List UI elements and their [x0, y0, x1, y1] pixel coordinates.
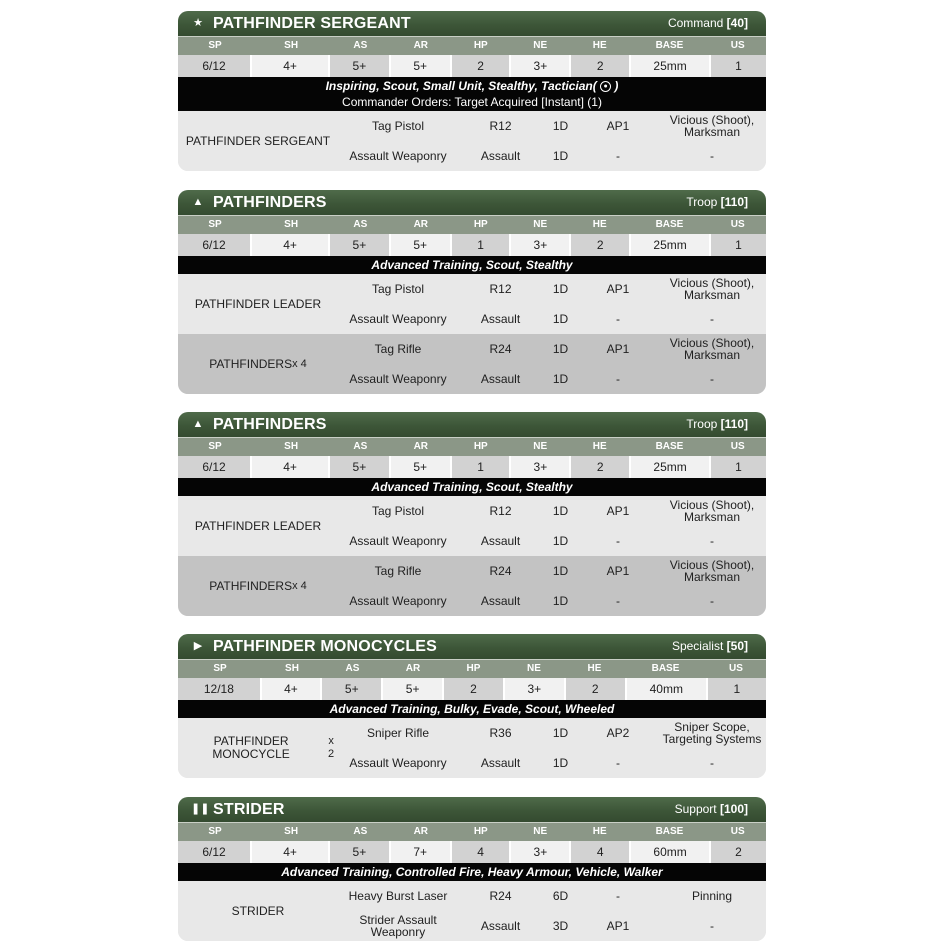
special-rules — [178, 700, 766, 718]
weapon-ap: AP1 — [606, 282, 630, 296]
stat-value: 2 — [571, 234, 631, 256]
stat-value: 5+ — [391, 234, 452, 256]
weapon-damage: 1D — [552, 504, 569, 518]
stat-header-us: US — [729, 663, 743, 674]
stat-value: 1 — [735, 59, 742, 73]
weapon-damage: 1D — [552, 594, 569, 608]
stat-header-row — [178, 659, 766, 678]
weapon-range: Assault — [480, 149, 521, 163]
stat-value: 25mm — [631, 456, 711, 478]
unit-row — [178, 111, 766, 171]
points-cost: [40] — [726, 16, 748, 30]
unit-row — [178, 718, 766, 778]
stat-value: 6/12 — [178, 456, 252, 478]
weapon-ap: AP2 — [606, 726, 630, 740]
weapon-name: Tag Rifle — [374, 342, 422, 356]
weapon-list — [338, 718, 766, 778]
weapon-name: Assault Weaponry — [349, 149, 447, 163]
stat-value: 2 — [452, 55, 512, 77]
stat-header-as: AS — [353, 826, 368, 837]
weapon-special: - — [710, 372, 714, 386]
stat-header-sp: SP — [208, 826, 222, 837]
stat-value: 3+ — [505, 678, 565, 700]
stat-header-ar: AR — [413, 40, 429, 51]
stat-value: 4 — [571, 841, 631, 863]
weapon-special: Vicious (Shoot), Marksman — [669, 336, 755, 362]
card-header — [178, 412, 766, 437]
unit-row — [178, 334, 766, 394]
stat-value: 2 — [566, 678, 627, 700]
stat-value: 5+ — [330, 55, 391, 77]
weapon-damage: 6D — [552, 889, 569, 903]
stat-header-as: AS — [345, 663, 360, 674]
stat-header-ne: NE — [533, 826, 548, 837]
weapon-ap: - — [616, 594, 620, 608]
unit-name — [178, 334, 338, 394]
weapon-special: Vicious (Shoot), Marksman — [669, 113, 755, 139]
stat-value: 60mm — [631, 841, 711, 863]
stat-value: 1 — [452, 456, 512, 478]
stat-header-us: US — [730, 40, 745, 51]
stat-header-row — [178, 822, 766, 841]
weapon-ap: AP1 — [606, 919, 630, 933]
stat-header-base: BASE — [655, 441, 684, 452]
weapon-name: Assault Weaponry — [349, 534, 447, 548]
stat-header-sp: SP — [213, 663, 227, 674]
weapon-name: Tag Pistol — [371, 504, 425, 518]
stat-value: 4+ — [252, 456, 330, 478]
special-rules-text: Inspiring, Scout, Small Unit, Stealthy, Tactician( — [325, 79, 597, 93]
points-cost: [100] — [719, 802, 748, 816]
card-role — [686, 195, 748, 209]
stat-header-sh: SH — [284, 40, 299, 51]
stat-value: 5+ — [391, 456, 452, 478]
card-header — [178, 634, 766, 659]
unit-name-text: PATHFINDER LEADER — [194, 296, 322, 311]
weapon-special: - — [710, 149, 714, 163]
unit-name-text: PATHFINDER SERGEANT — [185, 133, 331, 148]
stat-value: 3+ — [511, 841, 571, 863]
stat-header-base: BASE — [651, 663, 680, 674]
weapon-damage: 1D — [552, 282, 569, 296]
stat-value: 1 — [733, 682, 741, 696]
stat-header-as: AS — [353, 40, 368, 51]
stat-header-hp: HP — [473, 40, 488, 51]
stat-header-ne: NE — [533, 219, 548, 230]
unit-name — [178, 718, 338, 778]
weapon-row — [338, 364, 766, 394]
weapon-damage: 1D — [552, 312, 569, 326]
weapon-range: Assault — [480, 534, 521, 548]
stat-value: 4+ — [252, 841, 330, 863]
special-rules-text: Advanced Training, Scout, Stealthy — [371, 258, 573, 272]
unit-name — [178, 496, 338, 556]
weapon-row — [338, 911, 766, 941]
points-cost: [110] — [720, 417, 748, 431]
role-label: Troop — [686, 195, 718, 209]
stat-value: 3+ — [511, 234, 571, 256]
weapon-damage: 1D — [552, 149, 569, 163]
stat-header-sp: SP — [208, 441, 222, 452]
unit-name-text: PATHFINDERS — [209, 578, 293, 593]
tactician-icon: ● — [600, 81, 611, 92]
stat-header-us: US — [730, 826, 745, 837]
weapon-special: - — [710, 534, 714, 548]
stat-header-ne: NE — [533, 40, 548, 51]
stat-header-ar: AR — [413, 441, 429, 452]
unit-name — [178, 881, 338, 941]
stat-value: 4+ — [252, 234, 330, 256]
weapon-name: Tag Pistol — [371, 119, 425, 133]
unit-card — [178, 190, 766, 394]
unit-multiplier: x 4 — [292, 579, 307, 592]
card-header — [178, 797, 766, 822]
weapon-damage: 1D — [552, 372, 569, 386]
stat-header-ne: NE — [533, 441, 548, 452]
weapon-ap: AP1 — [606, 504, 630, 518]
weapon-special: Sniper Scope, Targeting Systems — [662, 720, 762, 746]
card-role — [672, 639, 748, 653]
weapon-range: Assault — [480, 372, 521, 386]
card-header — [178, 190, 766, 215]
weapon-ap: - — [616, 756, 620, 770]
stat-value: 7+ — [391, 841, 452, 863]
stat-value: 5+ — [330, 234, 391, 256]
weapon-ap: AP1 — [606, 342, 630, 356]
weapon-list — [338, 274, 766, 334]
stat-header-us: US — [730, 441, 745, 452]
points-cost: [50] — [726, 639, 748, 653]
weapon-range: Assault — [480, 756, 521, 770]
weapon-name: Assault Weaponry — [349, 312, 447, 326]
stat-value-row — [178, 456, 766, 478]
weapon-ap: - — [616, 312, 620, 326]
weapon-ap: - — [616, 372, 620, 386]
weapon-damage: 3D — [552, 919, 569, 933]
arrow-up-icon: ▲ — [192, 418, 204, 430]
weapon-list — [338, 556, 766, 616]
weapon-damage: 1D — [552, 726, 569, 740]
weapon-row — [338, 748, 766, 778]
special-rules-tail: ) — [614, 79, 619, 93]
stat-value-row — [178, 841, 766, 863]
weapon-damage: 1D — [552, 564, 569, 578]
stat-value: 4+ — [262, 678, 322, 700]
stat-value: 2 — [444, 678, 505, 700]
stat-header-base: BASE — [655, 40, 684, 51]
role-label: Specialist — [671, 639, 724, 653]
star-icon: ★ — [193, 17, 203, 29]
commander-orders: Commander Orders: Target Acquired [Instant] (1) — [342, 95, 602, 109]
stat-value: 5+ — [322, 678, 383, 700]
stat-header-he: HE — [592, 40, 607, 51]
weapon-list — [338, 881, 766, 941]
weapon-range: Assault — [480, 312, 521, 326]
stat-header-ar: AR — [405, 663, 421, 674]
stat-header-sh: SH — [284, 441, 299, 452]
unit-card — [178, 634, 766, 778]
stat-value: 6/12 — [178, 841, 252, 863]
weapon-range: Assault — [480, 919, 521, 933]
stat-value: 3+ — [511, 55, 571, 77]
weapon-range: R36 — [489, 726, 512, 740]
arrow-right-icon: ▶ — [193, 640, 203, 652]
weapon-row — [338, 526, 766, 556]
weapon-special: - — [710, 594, 714, 608]
weapon-list — [338, 111, 766, 171]
stat-header-he: HE — [587, 663, 602, 674]
stat-value: 6/12 — [178, 234, 252, 256]
weapon-damage: 1D — [552, 342, 569, 356]
card-title: PATHFINDER MONOCYCLES — [213, 637, 438, 655]
weapon-row — [338, 141, 766, 171]
stat-header-sh: SH — [284, 826, 299, 837]
stat-header-sh: SH — [284, 219, 299, 230]
stat-header-ne: NE — [527, 663, 541, 674]
weapon-range: R24 — [489, 342, 512, 356]
stat-value: 4+ — [252, 55, 330, 77]
unit-row — [178, 274, 766, 334]
unit-name — [178, 274, 338, 334]
stat-value: 3+ — [511, 456, 571, 478]
card-title: STRIDER — [213, 800, 285, 818]
stat-value-row — [178, 678, 766, 700]
stat-header-he: HE — [592, 826, 607, 837]
stat-value: 25mm — [631, 234, 711, 256]
stat-header-hp: HP — [473, 219, 488, 230]
weapon-special: - — [710, 312, 714, 326]
unit-name-text: STRIDER — [231, 903, 285, 918]
weapon-row — [338, 274, 766, 304]
role-label: Support — [674, 802, 717, 816]
weapon-name: Tag Rifle — [374, 564, 422, 578]
stat-value: 6/12 — [178, 55, 252, 77]
special-rules — [178, 863, 766, 881]
weapon-row — [338, 718, 766, 748]
stat-value: 5+ — [391, 55, 452, 77]
stat-value: 25mm — [631, 55, 711, 77]
weapon-ap: - — [616, 889, 620, 903]
weapon-damage: 1D — [552, 756, 569, 770]
weapon-range: R12 — [489, 282, 512, 296]
card-title: PATHFINDERS — [213, 193, 327, 211]
stat-header-base: BASE — [655, 826, 684, 837]
stat-header-as: AS — [353, 441, 368, 452]
arrow-up-icon: ▲ — [192, 196, 204, 208]
stat-header-row — [178, 437, 766, 456]
stat-header-hp: HP — [473, 441, 488, 452]
unit-card — [178, 412, 766, 616]
special-rules-text: Advanced Training, Scout, Stealthy — [371, 480, 573, 494]
unit-multiplier: x 2 — [328, 735, 335, 760]
unit-name-text: PATHFINDERS — [209, 356, 293, 371]
stat-header-hp: HP — [466, 663, 481, 674]
stat-header-he: HE — [592, 219, 607, 230]
unit-name — [178, 556, 338, 616]
stat-value-row — [178, 234, 766, 256]
stat-value: 2 — [571, 55, 631, 77]
unit-row — [178, 556, 766, 616]
weapon-special: Vicious (Shoot), Marksman — [669, 558, 755, 584]
weapon-special: Vicious (Shoot), Marksman — [669, 276, 755, 302]
stat-value: 5+ — [330, 841, 391, 863]
weapon-name: Heavy Burst Laser — [348, 889, 448, 903]
weapon-range: R12 — [489, 119, 512, 133]
weapon-range: Assault — [480, 594, 521, 608]
stat-value: 2 — [571, 456, 631, 478]
stat-value: 4 — [452, 841, 512, 863]
weapon-damage: 1D — [552, 119, 569, 133]
weapon-row — [338, 496, 766, 526]
special-rules — [178, 77, 766, 111]
special-rules-text: Advanced Training, Bulky, Evade, Scout, Wheeled — [329, 702, 615, 716]
weapon-range: R24 — [489, 889, 512, 903]
card-title: PATHFINDERS — [213, 415, 327, 433]
weapon-special: Pinning — [691, 889, 733, 903]
stat-header-ar: AR — [413, 219, 429, 230]
special-rules — [178, 256, 766, 274]
pause-bars-icon: ❚❚ — [191, 803, 210, 815]
stat-value: 5+ — [383, 678, 443, 700]
weapon-ap: AP1 — [606, 564, 630, 578]
weapon-ap: - — [616, 534, 620, 548]
stat-value: 2 — [735, 845, 742, 859]
stat-value: 1 — [452, 234, 512, 256]
unit-row — [178, 496, 766, 556]
stat-header-sh: SH — [285, 663, 299, 674]
weapon-range: R24 — [489, 564, 512, 578]
weapon-special: - — [710, 756, 714, 770]
weapon-name: Assault Weaponry — [349, 372, 447, 386]
weapon-row — [338, 304, 766, 334]
weapon-row — [338, 556, 766, 586]
special-rules — [178, 478, 766, 496]
unit-card — [178, 797, 766, 941]
weapon-list — [338, 334, 766, 394]
unit-name-text: PATHFINDER MONOCYCLE — [212, 734, 290, 761]
unit-multiplier: x 4 — [292, 357, 307, 370]
weapon-range: R12 — [489, 504, 512, 518]
stat-value: 1 — [735, 238, 742, 252]
card-role — [668, 16, 748, 30]
card-title: PATHFINDER SERGEANT — [213, 14, 411, 32]
stat-header-as: AS — [353, 219, 368, 230]
stat-value: 1 — [735, 460, 742, 474]
stat-header-row — [178, 36, 766, 55]
weapon-list — [338, 496, 766, 556]
unit-card — [178, 11, 766, 171]
weapon-row — [338, 334, 766, 364]
stat-value: 12/18 — [178, 678, 262, 700]
weapon-ap: - — [616, 149, 620, 163]
role-label: Command — [667, 16, 724, 30]
unit-name — [178, 111, 338, 171]
stat-header-sp: SP — [208, 40, 222, 51]
weapon-row — [338, 586, 766, 616]
weapon-special: Vicious (Shoot), Marksman — [669, 498, 755, 524]
weapon-row — [338, 111, 766, 141]
weapon-name: Strider Assault Weaponry — [359, 913, 437, 939]
stat-value: 40mm — [627, 678, 708, 700]
points-cost: [110] — [720, 195, 748, 209]
stat-header-row — [178, 215, 766, 234]
stat-header-base: BASE — [655, 219, 684, 230]
card-header — [178, 11, 766, 36]
unit-name-text: PATHFINDER LEADER — [194, 518, 322, 533]
weapon-ap: AP1 — [606, 119, 630, 133]
weapon-name: Tag Pistol — [371, 282, 425, 296]
weapon-special: - — [710, 919, 714, 933]
stat-header-ar: AR — [413, 826, 429, 837]
card-role — [686, 417, 748, 431]
stat-header-hp: HP — [473, 826, 488, 837]
weapon-damage: 1D — [552, 534, 569, 548]
stat-value: 5+ — [330, 456, 391, 478]
weapon-name: Assault Weaponry — [349, 594, 447, 608]
stat-header-us: US — [730, 219, 745, 230]
stat-header-he: HE — [592, 441, 607, 452]
special-rules-text: Advanced Training, Controlled Fire, Heavy Armour, Vehicle, Walker — [281, 865, 663, 879]
weapon-row — [338, 881, 766, 911]
card-role — [675, 802, 748, 816]
stat-value-row — [178, 55, 766, 77]
stat-header-sp: SP — [208, 219, 222, 230]
unit-row — [178, 881, 766, 941]
weapon-name: Assault Weaponry — [349, 756, 447, 770]
weapon-name: Sniper Rifle — [366, 726, 430, 740]
role-label: Troop — [686, 417, 718, 431]
